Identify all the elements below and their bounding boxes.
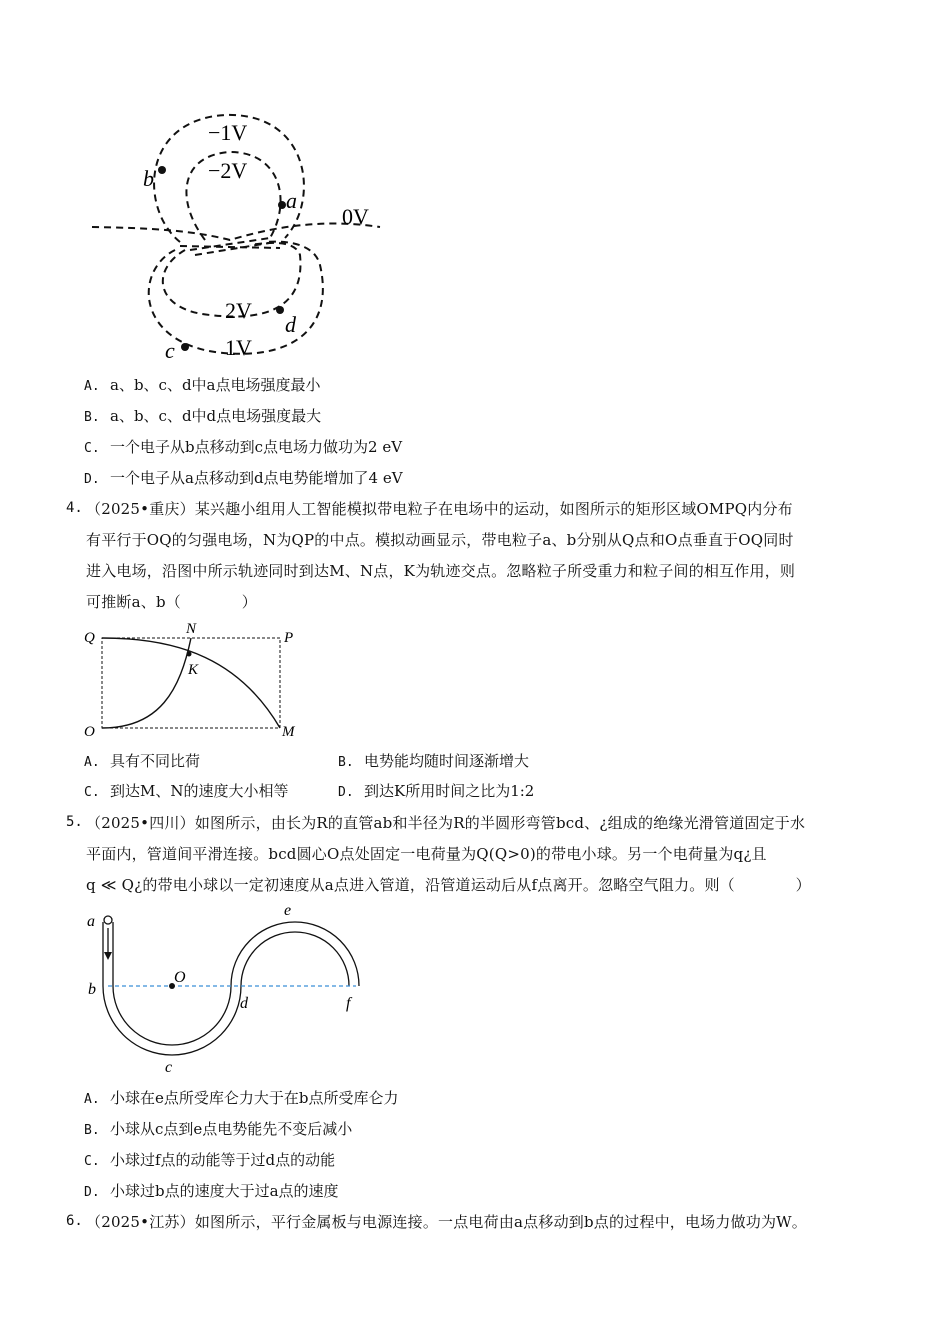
point-c-dot [181, 343, 189, 351]
svg-text:N: N [186, 621, 197, 637]
q5-option-b[interactable]: B. 小球从c点到e点电势能先不变后减小 [84, 1120, 353, 1138]
q5-option-a[interactable]: A. 小球在e点所受库仑力大于在b点所受库仑力 [84, 1089, 399, 1107]
q3-option-c[interactable]: C. 一个电子从b点移动到c点电场力做功为2 eV [84, 438, 403, 456]
svg-text:d: d [240, 995, 248, 1012]
q6-line-1: （2025•江苏）如图所示，平行金属板与电源连接。一点电荷由a点移动到b点的过程中，电场力做功为W。 [86, 1213, 807, 1231]
q3-option-b[interactable]: B. a、b、c、d中d点电场强度最大 [84, 407, 322, 425]
label-a: a [286, 188, 297, 213]
q6-number: 6. [66, 1213, 83, 1229]
label-c: c [165, 338, 175, 363]
q4-line-3: 进入电场，沿图中所示轨迹同时到达M、N点，K为轨迹交点。忽略粒子所受重力和粒子间的相互作用，则 [86, 562, 796, 580]
point-b-dot [158, 166, 166, 174]
pipe-figure [80, 900, 380, 1075]
arrow-down-icon [104, 952, 112, 960]
label-0v: 0V [342, 204, 369, 229]
q4-option-b[interactable]: B. 电势能均随时间逐渐增大 [338, 752, 530, 770]
label-minus1v: −1V [208, 120, 248, 145]
svg-text:b: b [88, 981, 96, 998]
svg-text:f: f [346, 995, 351, 1012]
label-2v: 2V [225, 298, 252, 323]
svg-text:Q: Q [84, 630, 95, 646]
svg-text:K: K [188, 662, 199, 678]
q5-line-2: 平面内，管道间平滑连接。bcd圆心O点处固定一电荷量为Q(Q>0)的带电小球。另一个电荷量为q¿且 [86, 845, 767, 863]
q5-line-3: q ≪ Q¿的带电小球以一定初速度从a点进入管道，沿管道运动后从f点离开。忽略空气阻力。则（ ） [86, 876, 811, 894]
label-b: b [143, 166, 154, 191]
svg-text:a: a [87, 913, 95, 930]
point-a-dot [278, 201, 286, 209]
q4-line-4: 可推断a、b（ ） [86, 593, 257, 611]
svg-text:O: O [174, 969, 186, 986]
label-1v: 1V [225, 335, 252, 360]
svg-text:c: c [165, 1059, 173, 1075]
q5-number: 5. [66, 814, 83, 830]
q5-option-c[interactable]: C. 小球过f点的动能等于过d点的动能 [84, 1151, 336, 1169]
svg-text:P: P [284, 630, 294, 646]
label-d: d [285, 312, 296, 337]
label-minus2v: −2V [208, 158, 248, 183]
q4-line-1: （2025•重庆）某兴趣小组用人工智能模拟带电粒子在电场中的运动，如图所示的矩形区域OMPQ内分布 [86, 500, 793, 518]
svg-text:O: O [84, 724, 95, 740]
q3-option-d[interactable]: D. 一个电子从a点移动到d点电势能增加了4 eV [84, 469, 403, 487]
trajectory-b [102, 638, 191, 728]
q4-option-c[interactable]: C. 到达M、N的速度大小相等 [84, 782, 289, 800]
rectangle-field-figure [80, 620, 310, 742]
trajectory-a [102, 638, 280, 728]
q4-option-d[interactable]: D. 到达K所用时间之比为1:2 [338, 782, 535, 800]
point-d-dot [276, 306, 284, 314]
equipotential-0v [92, 224, 380, 240]
q5-line-1: （2025•四川）如图所示，由长为R的直管ab和半径为R的半圆形弯管bcd、¿组成的绝缘光滑管道固定于水 [86, 814, 806, 832]
q4-number: 4. [66, 500, 83, 516]
point-k-dot [187, 652, 192, 657]
q5-option-d[interactable]: D. 小球过b点的速度大于过a点的速度 [84, 1182, 339, 1200]
q4-option-a[interactable]: A. 具有不同比荷 [84, 752, 201, 770]
svg-text:M: M [282, 724, 295, 740]
svg-text:e: e [284, 902, 292, 919]
equipotential-figure [80, 100, 400, 370]
point-a-ring [104, 916, 112, 924]
q3-option-a[interactable]: A. a、b、c、d中a点电场强度最小 [84, 376, 321, 394]
q4-line-2: 有平行于OQ的匀强电场，N为QP的中点。模拟动画显示，带电粒子a、b分别从Q点和O点垂直于OQ同时 [86, 531, 794, 549]
